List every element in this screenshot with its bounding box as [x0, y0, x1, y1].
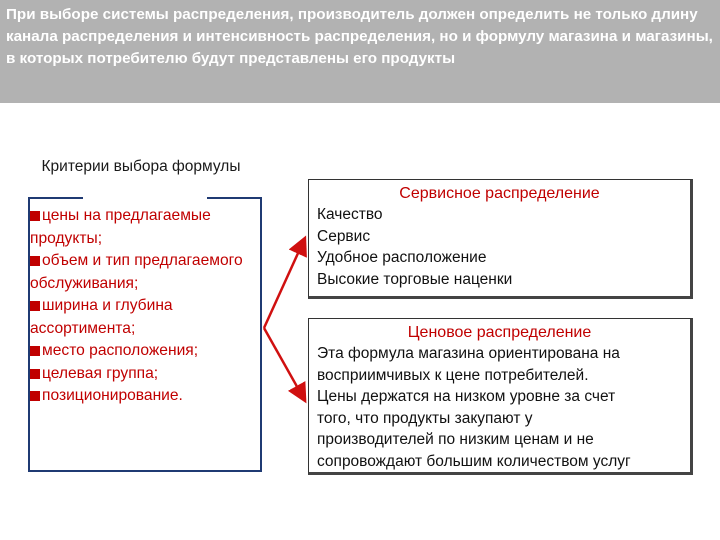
square-bullet-icon [30, 369, 40, 379]
service-line: Качество [317, 206, 383, 223]
price-distribution-box [308, 318, 693, 475]
price-line: производителей по низким ценам и не [317, 431, 594, 449]
arrow-to-service [264, 240, 304, 328]
criteria-item: позиционирование. [30, 385, 260, 408]
price-line: сопровождают большим количеством услуг [317, 452, 631, 470]
service-distribution-title: Сервисное распределение [399, 185, 600, 202]
criteria-item: место расположения; [30, 340, 260, 363]
price-line: Эта формула магазина ориентирована на [317, 345, 620, 362]
criteria-item: ширина и глубина ассортимента; [30, 297, 173, 337]
square-bullet-icon [30, 256, 40, 266]
price-line: Цены держатся на низком уровне за счет [317, 388, 616, 406]
header-banner [0, 0, 720, 103]
square-bullet-icon [30, 301, 40, 311]
service-line: Удобное расположение [317, 249, 487, 266]
price-distribution-title: Ценовое распределение [407, 324, 592, 341]
criteria-list [30, 205, 260, 408]
square-bullet-icon [30, 346, 40, 356]
service-distribution-box [308, 179, 693, 299]
service-line: Сервис [317, 227, 371, 245]
criteria-item: целевая группа; [30, 363, 260, 386]
criteria-item: объем и тип предлагаемого обслуживания; [30, 252, 243, 292]
square-bullet-icon [30, 391, 40, 401]
square-bullet-icon [30, 211, 40, 221]
service-line: Высокие торговые наценки [317, 270, 513, 288]
criteria-heading: Критерии выбора формулы [41, 158, 241, 175]
arrow-to-price [264, 328, 304, 399]
price-line: того, что продукты закупают у [317, 409, 533, 427]
price-line: восприимчивых к цене потребителей. [317, 366, 589, 384]
criteria-item: цены на предлагаемые продукты; [30, 207, 211, 247]
header-text: При выборе системы распределения, производитель должен определить не только длину канала распределения и интенсивность распределения, но и формулу магазина и магазины, в которых потребителю будут представлены его продукты [6, 6, 713, 67]
